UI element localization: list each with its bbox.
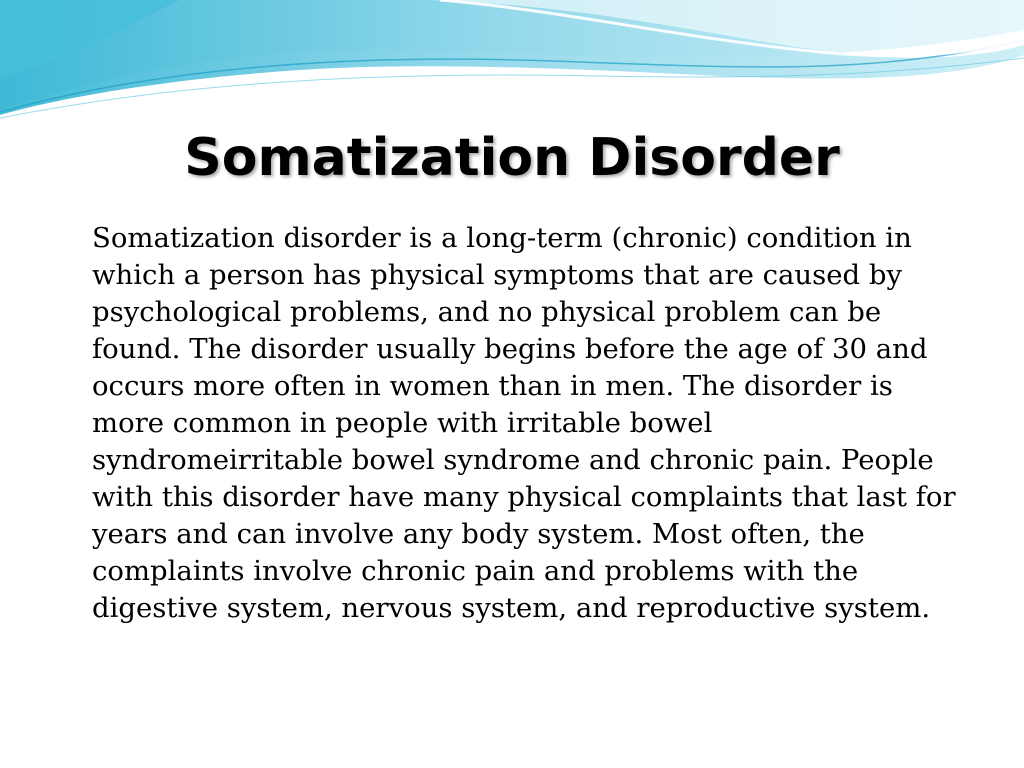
wave-decoration [0, 0, 1024, 130]
slide-body-paragraph: Somatization disorder is a long-term (chronic) condition in which a person has physical symptoms that are caused by psychological problems, and no physical problem can be found. The disorder usually begins before the age of 30 and occurs more often in women than in men. The disorder is more common in people with irritable bowel syndromeirritable bowel syndrome and chronic pain. People with this disorder have many physical complaints that last for years and can involve any body system. Most often, the complaints involve chronic pain and problems with the digestive system, nervous system, and reproductive system. [92, 222, 956, 624]
slide-title: Somatization Disorder [184, 128, 840, 188]
